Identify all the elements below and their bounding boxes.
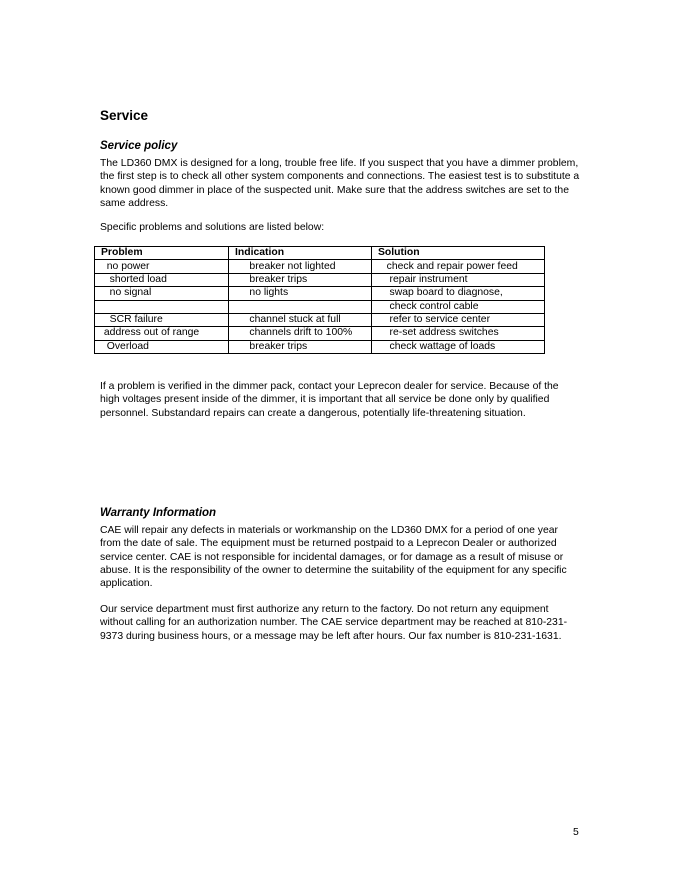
table-intro-text: Specific problems and solutions are listed below: — [100, 222, 325, 233]
table-row — [95, 287, 545, 300]
indication-cell: channels drift to 100% — [229, 327, 372, 340]
indication-cell — [229, 300, 372, 313]
header-indication: Indication — [229, 247, 372, 260]
problem-solution-table — [94, 246, 545, 354]
warranty-heading: Warranty Information — [100, 507, 217, 519]
solution-cell: swap board to diagnose, — [372, 287, 545, 300]
table-row — [95, 273, 545, 286]
solution-cell: repair instrument — [372, 273, 545, 286]
page-title: Service — [100, 108, 149, 123]
problem-cell: address out of range — [95, 327, 229, 340]
solution-cell: re-set address switches — [372, 327, 545, 340]
table-row — [95, 340, 545, 353]
solution-cell: check wattage of loads — [372, 340, 545, 353]
problem-cell: no power — [95, 260, 229, 273]
solution-cell: check control cable — [372, 300, 545, 313]
problem-cell: Overload — [95, 340, 229, 353]
indication-cell: no lights — [229, 287, 372, 300]
header-problem: Problem — [95, 247, 229, 260]
warranty-paragraph: CAE will repair any defects in materials or workmanship on the LD360 DMX for a period of one year from the date of sale. The equipment must be returned postpaid to a Leprecon Dealer or authorized service center. CAE is not responsible for incidental damages, or for damage as a result of misuse or abuse. It is the responsibility of the owner to determine the suitability of the equipment for any specific application. — [100, 525, 567, 590]
service-policy-paragraph: The LD360 DMX is designed for a long, trouble free life. If you suspect that you have a dimmer problem, the first step is to check all other system components and connections. The easiest test is to substitute a known good dimmer in place of the suspected unit. Make sure that the address switches are set to the same address. — [100, 158, 580, 209]
problem-cell: SCR failure — [95, 313, 229, 326]
problem-cell: shorted load — [95, 273, 229, 286]
table-row — [95, 260, 545, 273]
indication-cell: channel stuck at full — [229, 313, 372, 326]
indication-cell: breaker trips — [229, 273, 372, 286]
table-row — [95, 313, 545, 326]
solution-cell: check and repair power feed — [372, 260, 545, 273]
solution-cell: refer to service center — [372, 313, 545, 326]
table-header-row — [95, 247, 545, 260]
indication-cell: breaker not lighted — [229, 260, 372, 273]
problem-cell — [95, 300, 229, 313]
table-row — [95, 300, 545, 313]
indication-cell: breaker trips — [229, 340, 372, 353]
page-number: 5 — [573, 827, 579, 838]
return-policy-paragraph: Our service department must first authorize any return to the factory. Do not return any equipment without calling for an authorization number. The CAE service department may be reached at 810-231-9373 during business hours, or a message may be left after hours. Our fax number is 810-231-1631. — [100, 604, 568, 642]
problem-cell: no signal — [95, 287, 229, 300]
table-row — [95, 327, 545, 340]
service-policy-heading: Service policy — [100, 140, 178, 152]
header-solution: Solution — [372, 247, 545, 260]
verification-paragraph: If a problem is verified in the dimmer pack, contact your Leprecon dealer for service. Because of the high voltages present inside of the dimmer, it is important that all service be done only by qualified personnel. Substandard repairs can create a dangerous, potentially life-threatening situation. — [100, 381, 559, 419]
